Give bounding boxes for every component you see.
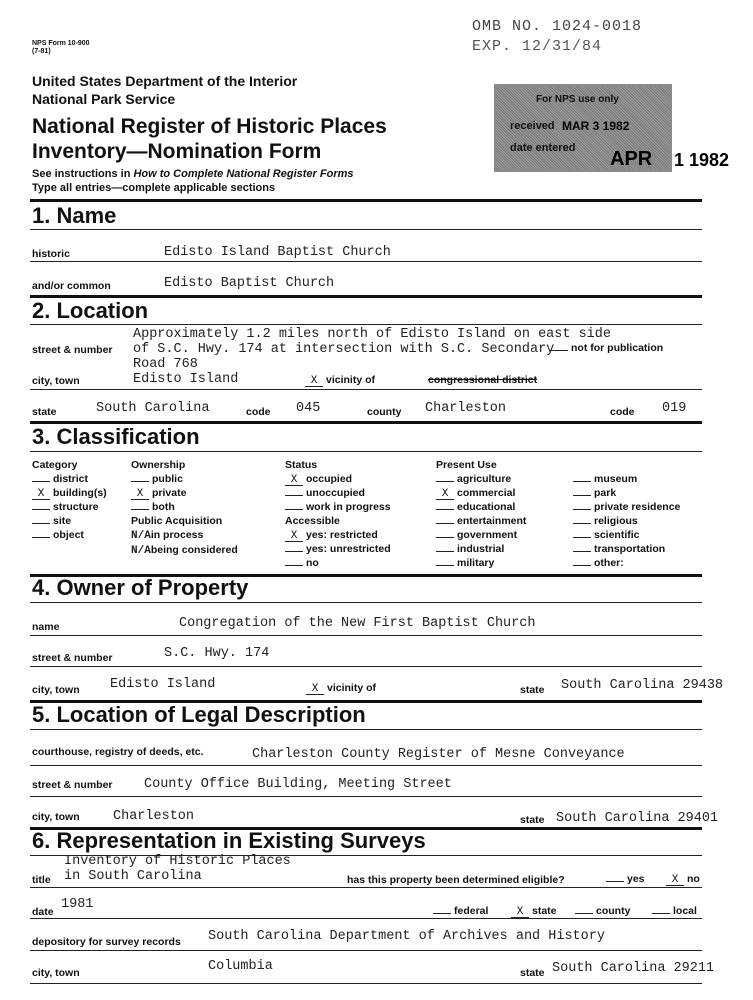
depository-value: South Carolina Department of Archives and History bbox=[208, 929, 605, 944]
survey-date-label: date bbox=[32, 906, 54, 918]
eligible-no: X no bbox=[666, 873, 700, 886]
city-value: Edisto Island bbox=[133, 372, 239, 387]
survey-state-value: South Carolina 29211 bbox=[552, 961, 715, 976]
legal-city-value: Charleston bbox=[113, 809, 195, 824]
received-value: MAR 3 1982 bbox=[562, 119, 630, 133]
owner-city-value: Edisto Island bbox=[110, 677, 216, 692]
rule bbox=[30, 666, 702, 667]
legal-state-label: state bbox=[520, 814, 545, 826]
code2-value: 019 bbox=[662, 401, 687, 416]
eligible-question: has this property been determined eligible? bbox=[347, 874, 565, 886]
owner-street-value: S.C. Hwy. 174 bbox=[164, 646, 270, 661]
present-use-column1: Present Use agriculture X commercial educational entertainment government industrial military bbox=[436, 459, 527, 569]
rule bbox=[30, 451, 702, 452]
code2-label: code bbox=[610, 406, 635, 418]
survey-date-value: 1981 bbox=[61, 897, 94, 912]
service: National Park Service bbox=[32, 91, 176, 107]
depository-label: depository for survey records bbox=[32, 936, 181, 948]
rule bbox=[30, 950, 702, 951]
owner-street-label: street & number bbox=[32, 652, 113, 664]
rule bbox=[30, 389, 702, 390]
historic-value: Edisto Island Baptist Church bbox=[164, 245, 391, 260]
rule bbox=[30, 602, 702, 603]
code-label: code bbox=[246, 406, 271, 418]
state-value: South Carolina bbox=[96, 401, 210, 416]
section1-heading: 1. Name bbox=[32, 203, 117, 228]
historic-label: historic bbox=[32, 248, 70, 260]
entered-value: APR bbox=[610, 148, 653, 170]
for-nps-use: For NPS use only bbox=[536, 94, 619, 105]
street-line1: Approximately 1.2 miles north of Edisto Island on east side bbox=[133, 327, 611, 342]
street-line2: of S.C. Hwy. 174 at intersection with S.C. Secondary bbox=[133, 342, 555, 357]
survey-city-label: city, town bbox=[32, 967, 80, 979]
owner-name-value: Congregation of the New First Baptist Church bbox=[179, 616, 536, 631]
omb-expiry: EXP. 12/31/84 bbox=[472, 38, 603, 55]
legal-city-label: city, town bbox=[32, 811, 80, 823]
present-use-column2: museum park private residence religious scientific transportation other: bbox=[573, 472, 680, 570]
entered-label: date entered bbox=[510, 142, 576, 154]
section4-heading: 4. Owner of Property bbox=[32, 575, 249, 600]
rule bbox=[30, 765, 702, 766]
county-value: Charleston bbox=[425, 401, 507, 416]
legal-street-value: County Office Building, Meeting Street bbox=[144, 777, 452, 792]
code-value: 045 bbox=[296, 401, 321, 416]
owner-state-label: state bbox=[520, 684, 545, 696]
street-label: street & number bbox=[32, 344, 113, 356]
level-state: X state bbox=[511, 905, 557, 918]
survey-city-value: Columbia bbox=[208, 959, 273, 974]
received-label: received bbox=[510, 120, 555, 132]
legal-state-value: South Carolina 29401 bbox=[556, 811, 719, 826]
rule bbox=[30, 796, 702, 797]
survey-title-label: title bbox=[32, 874, 51, 886]
courthouse-value: Charleston County Register of Mesne Conveyance bbox=[252, 747, 625, 762]
city-label: city, town bbox=[32, 375, 80, 387]
owner-city-label: city, town bbox=[32, 684, 80, 696]
owner-vicinity: X vicinity of bbox=[306, 682, 376, 695]
rule bbox=[30, 229, 702, 230]
owner-state-value: South Carolina 29438 bbox=[561, 678, 724, 693]
legal-street-label: street & number bbox=[32, 779, 113, 791]
form-title-line2: Inventory—Nomination Form bbox=[32, 140, 322, 163]
section5-heading: 5. Location of Legal Description bbox=[32, 702, 366, 727]
section2-heading: 2. Location bbox=[32, 298, 149, 323]
rule bbox=[30, 199, 702, 202]
congressional-district: congressional district bbox=[428, 374, 538, 386]
rule bbox=[30, 887, 702, 888]
not-for-publication: not for publication bbox=[550, 342, 663, 354]
section6-heading: 6. Representation in Existing Surveys bbox=[32, 828, 426, 853]
level-local: local bbox=[652, 905, 697, 917]
vicinity: X vicinity of bbox=[305, 374, 375, 387]
rule bbox=[30, 635, 702, 636]
category-column: Category district X building(s) structure site object bbox=[32, 459, 107, 541]
department: United States Department of the Interior bbox=[32, 73, 298, 89]
street-line3: Road 768 bbox=[133, 357, 198, 372]
rule bbox=[30, 918, 702, 919]
ownership-column: Ownership public X private both Public Acquisition N/Ain process N/Abeing considered bbox=[131, 459, 238, 557]
form-number: NPS Form 10-900 (7-81) bbox=[32, 40, 90, 55]
rule bbox=[30, 983, 702, 984]
survey-state-label: state bbox=[520, 967, 545, 979]
survey-title-line2: in South Carolina bbox=[64, 869, 202, 884]
status-column: Status X occupied unoccupied work in progress Accessible X yes: restricted yes: unrestricted no bbox=[285, 459, 391, 569]
section3-heading: 3. Classification bbox=[32, 424, 200, 449]
eligible-yes: yes bbox=[606, 873, 645, 885]
courthouse-label: courthouse, registry of deeds, etc. bbox=[32, 746, 204, 758]
state-label: state bbox=[32, 406, 57, 418]
county-label: county bbox=[367, 406, 402, 418]
level-county: county bbox=[575, 905, 630, 917]
instructions-line2: Type all entries—complete applicable sections bbox=[32, 182, 276, 194]
rule bbox=[30, 729, 702, 730]
rule bbox=[30, 261, 702, 262]
rule bbox=[30, 324, 702, 325]
level-federal: federal bbox=[433, 905, 488, 917]
common-label: and/or common bbox=[32, 280, 111, 292]
omb-number: OMB NO. 1024-0018 bbox=[472, 18, 643, 35]
form-title-line1: National Register of Historic Places bbox=[32, 115, 387, 138]
survey-title-line1: Inventory of Historic Places bbox=[64, 854, 291, 869]
instructions: See instructions in How to Complete National Register Forms bbox=[32, 168, 354, 180]
entered-value-date: 1 1982 bbox=[674, 150, 730, 170]
common-value: Edisto Baptist Church bbox=[164, 276, 335, 291]
owner-name-label: name bbox=[32, 621, 60, 633]
